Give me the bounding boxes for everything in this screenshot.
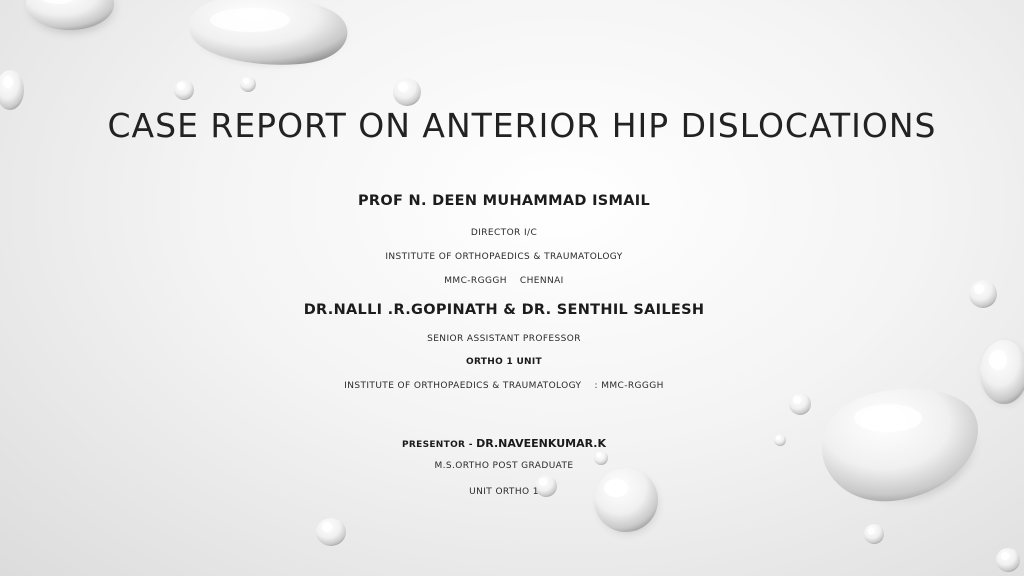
author2-name: DR.NALLI .R.GOPINATH & DR. SENTHIL SAILESH — [303, 302, 705, 318]
presenter-qualification: M.S.ORTHO POST GRADUATE — [434, 461, 574, 471]
author1-name: PROF N. DEEN MUHAMMAD ISMAIL — [357, 193, 651, 209]
author1-role: DIRECTOR I/C — [470, 228, 538, 238]
presenter-label: PRESENTOR - — [402, 440, 477, 450]
presenter-name: DR.NAVEENKUMAR.K — [476, 437, 606, 450]
author2-role: SENIOR ASSISTANT PROFESSOR — [427, 334, 581, 344]
author1-institute: INSTITUTE OF ORTHOPAEDICS & TRAUMATOLOGY — [385, 252, 623, 262]
slide-title: CASE REPORT ON ANTERIOR HIP DISLOCATIONS — [107, 106, 937, 145]
presenter-unit: UNIT ORTHO 1 — [469, 487, 539, 497]
author1-location: MMC-RGGGH CHENNAI — [444, 276, 564, 286]
author2-institute: INSTITUTE OF ORTHOPAEDICS & TRAUMATOLOGY : MMC-RGGGH — [344, 381, 664, 391]
presenter-line — [0, 432, 1008, 451]
author2-unit: ORTHO 1 UNIT — [466, 357, 542, 367]
